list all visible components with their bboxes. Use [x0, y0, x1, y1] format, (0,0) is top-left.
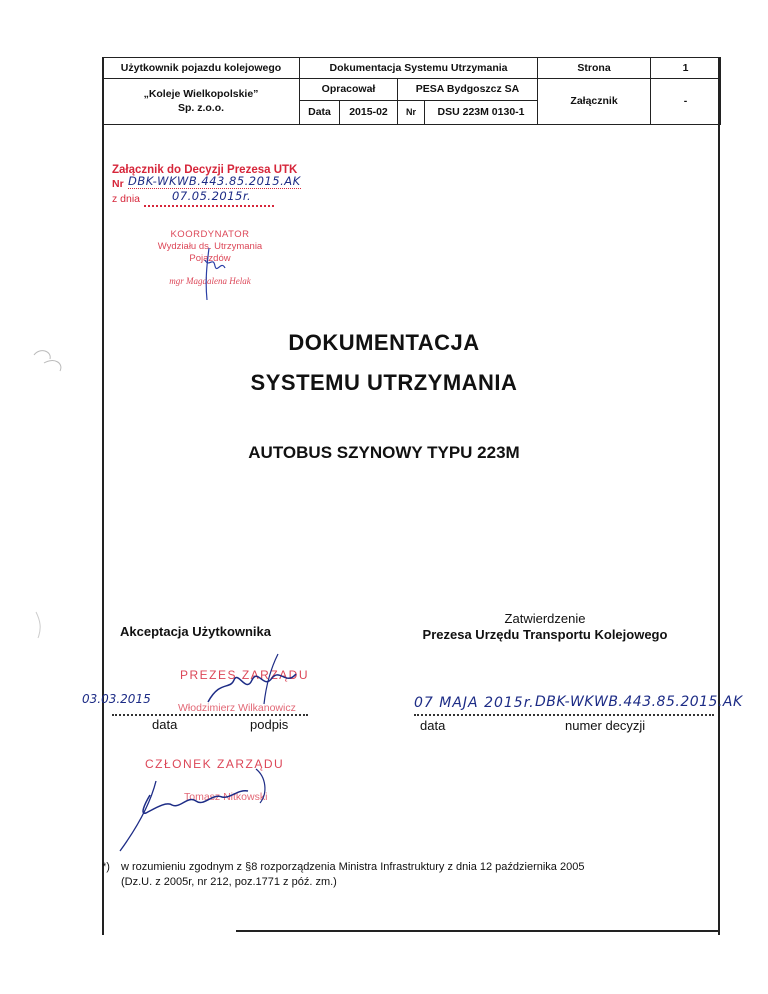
acceptance-heading: Akceptacja Użytkownika [120, 624, 272, 639]
coordinator-dept: Wydziału ds. Utrzymania [157, 241, 263, 252]
vehicle-type-subtitle: AUTOBUS SZYNOWY TYPU 223M [248, 443, 520, 462]
company-name: „Koleje Wielkopolskie” [143, 88, 259, 101]
coordinator-dept-cont: Pojazdów [189, 253, 231, 264]
acceptance-date-label: data [152, 717, 178, 732]
date-label: Data [300, 100, 340, 124]
document-header-table [102, 57, 721, 125]
document-title-line2: SYSTEMU UTRZYMANIA [250, 370, 518, 395]
page-border-right [718, 57, 720, 935]
footnote-line1: w rozumieniu zgodnym z §8 rozporządzenia Ministra Infrastruktury z dnia 12 października 2005 [121, 861, 585, 873]
prepared-label: Opracował [300, 78, 398, 100]
president-stamp: PREZES ZARZĄDU [180, 668, 310, 682]
page-label: Strona [538, 58, 651, 79]
approval-handwritten-date: 07 MAJA 2015r. [414, 695, 535, 711]
approval-heading-line1: Zatwierdzenie [504, 611, 586, 626]
acceptance-signature-label: podpis [250, 717, 289, 732]
coordinator-name: mgr Magdalena Helak [169, 276, 251, 286]
board-member-name: Tomasz Nitkowski [184, 791, 268, 803]
company-form: Sp. z.o.o. [177, 102, 225, 115]
date-value: 2015-02 [340, 100, 398, 124]
utk-stamp-title: Załącznik do Decyzji Prezesa UTK [112, 164, 298, 176]
acceptance-dotted-line [112, 714, 308, 716]
doc-title-cell: Dokumentacja Systemu Utrzymania [300, 58, 538, 79]
coordinator-title: KOORDYNATOR [170, 229, 250, 240]
approval-handwritten-decision: DBK-WKWB.443.85.2015.AK [535, 694, 743, 710]
footnote-line2: (Dz.U. z 2005r, nr 212, poz.1771 z póź. zm.) [121, 876, 337, 888]
board-member-signature-icon [110, 765, 280, 855]
footnote-marker: *) [102, 861, 110, 873]
approval-date-label: data [420, 718, 446, 733]
president-signature-icon [200, 650, 310, 710]
prepared-value: PESA Bydgoszcz SA [398, 78, 538, 100]
user-label: Użytkownik pojazdu kolejowego [103, 58, 300, 79]
acceptance-handwritten-date: 03.03.2015 [82, 692, 151, 706]
utk-stamp-nr-handwritten: DBK-WKWB.443.85.2015.AK [128, 174, 301, 188]
nr-label: Nr [398, 100, 425, 124]
approval-decision-label: numer decyzji [565, 718, 646, 733]
company-cell [103, 78, 300, 124]
attachment-label: Załącznik [538, 78, 651, 124]
attachment-value: - [651, 78, 721, 124]
utk-stamp-nr-label: Nr [112, 178, 124, 190]
coordinator-signature-icon [195, 246, 235, 302]
page-border-bottom [236, 930, 720, 932]
president-name: Włodzimierz Wilkanowicz [178, 702, 296, 714]
utk-stamp-date-handwritten: 07.05.2015r. [172, 189, 252, 203]
nr-value: DSU 223M 0130-1 [425, 100, 538, 124]
approval-heading-line2: Prezesa Urzędu Transportu Kolejowego [422, 627, 668, 642]
utk-stamp-date-label: z dnia [112, 193, 141, 205]
punch-mark-icon [30, 610, 50, 640]
board-member-stamp: CZŁONEK ZARZĄDU [145, 757, 285, 771]
document-title-line1: DOKUMENTACJA [288, 330, 480, 355]
approval-dotted-line [414, 714, 714, 716]
page-border-left [102, 57, 104, 935]
page-value: 1 [651, 58, 721, 79]
